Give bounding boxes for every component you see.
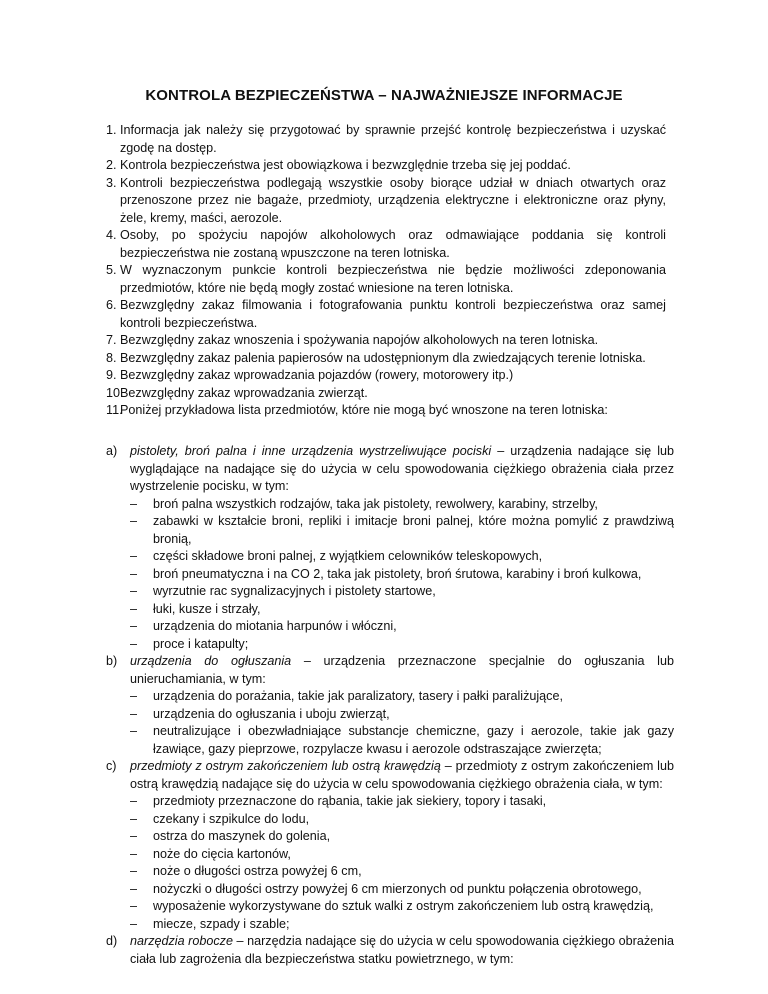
dash-bullet: – bbox=[130, 689, 138, 703]
item-text: Bezwzględny zakaz filmowania i fotografowania punktu kontroli bezpieczeństwa oraz samej kontroli bezpieczeństwa. bbox=[120, 298, 666, 330]
item-text: Bezwzględny zakaz palenia papierosów na udostępnionym dla zwiedzających terenie lotniska. bbox=[120, 350, 646, 365]
sub-item bbox=[130, 811, 674, 829]
numbered-item bbox=[106, 402, 666, 420]
item-number: 1. bbox=[106, 123, 117, 137]
sub-item-text: urządzenia do porażania, takie jak paralizatory, tasery i pałki paraliżujące, bbox=[153, 689, 563, 703]
sub-item-text: urządzenia do ogłuszania i uboju zwierząt, bbox=[153, 706, 390, 721]
numbered-item bbox=[106, 385, 666, 403]
category-description: – narzędzia nadające się do użycia w celu spowodowania ciężkiego obrażenia ciała lub zagrożenia dla bezpieczeństwa statku powietrznego, w tym: bbox=[130, 934, 674, 966]
dash-bullet: – bbox=[130, 636, 138, 651]
item-text: W wyznaczonym punkcie kontroli bezpieczeństwa nie będzie możliwości zdeponowania przedmiotów, które nie będą mogły zostać wniesione na teren lotniska. bbox=[120, 263, 666, 295]
sub-item-text: nożyczki o długości ostrzy powyżej 6 cm mierzonych od punktu połączenia obrotowego, bbox=[153, 881, 642, 896]
category-item bbox=[106, 443, 674, 653]
item-number: 9. bbox=[106, 368, 117, 382]
sub-item-text: broń pneumatyczna i na CO 2, taka jak pistolety, broń śrutowa, karabiny i broń kulkowa, bbox=[153, 566, 642, 581]
numbered-item bbox=[106, 157, 666, 175]
numbered-item bbox=[106, 122, 666, 157]
sub-item-text: zabawki w kształcie broni, repliki i imitacje broni palnej, które można pomylić z prawdziwą bronią, bbox=[153, 514, 674, 546]
category-list bbox=[106, 443, 674, 968]
dash-bullet: – bbox=[130, 514, 138, 528]
sub-item bbox=[130, 618, 674, 636]
numbered-item bbox=[106, 350, 666, 368]
sub-item-text: czekany i szpikulce do lodu, bbox=[153, 811, 310, 826]
numbered-list bbox=[106, 122, 666, 420]
sub-item-text: noże do cięcia kartonów, bbox=[153, 846, 291, 861]
dash-bullet: – bbox=[130, 584, 138, 598]
dash-bullet: – bbox=[130, 566, 138, 581]
item-number: 2. bbox=[106, 158, 117, 172]
sub-item bbox=[130, 723, 674, 758]
item-number: 11. bbox=[106, 403, 123, 417]
numbered-item bbox=[106, 297, 666, 332]
sub-item bbox=[130, 636, 674, 654]
item-text: Osoby, po spożyciu napojów alkoholowych oraz odmawiające poddania się kontroli bezpieczeństwa nie zostaną wpuszczone na teren lotniska. bbox=[120, 228, 666, 260]
category-description: – przedmioty z ostrym zakończeniem lub ostrą krawędzią nadające się do użycia w celu spowodowania ciężkiego obrażenia ciała, w tym: bbox=[130, 759, 674, 791]
item-number: 5. bbox=[106, 263, 117, 277]
sub-item-text: broń palna wszystkich rodzajów, taka jak pistolety, rewolwery, karabiny, strzelby, bbox=[153, 496, 598, 511]
sub-item bbox=[130, 863, 674, 881]
sub-item-text: miecze, szpady i szable; bbox=[153, 916, 290, 931]
category-body bbox=[130, 443, 674, 653]
sub-item bbox=[130, 496, 674, 514]
item-text: Bezwzględny zakaz wprowadzania zwierząt. bbox=[120, 385, 368, 400]
item-number: 4. bbox=[106, 228, 117, 242]
dash-bullet: – bbox=[130, 496, 138, 511]
numbered-item bbox=[106, 262, 666, 297]
item-text: Informacja jak należy się przygotować by sprawnie przejść kontrolę bezpieczeństwa i uzyskać zgodę na dostęp. bbox=[120, 123, 666, 155]
dash-bullet: – bbox=[130, 549, 138, 563]
numbered-item bbox=[106, 175, 666, 228]
item-number: 8. bbox=[106, 350, 117, 365]
category-body bbox=[130, 933, 674, 968]
category-item bbox=[106, 758, 674, 933]
category-heading bbox=[130, 443, 674, 496]
item-number: 6. bbox=[106, 298, 117, 312]
dash-bullet: – bbox=[130, 846, 138, 861]
category-letter: d) bbox=[106, 934, 118, 948]
category-heading bbox=[130, 933, 674, 968]
item-number: 7. bbox=[106, 333, 117, 347]
sub-item-text: przedmioty przeznaczone do rąbania, takie jak siekiery, topory i tasaki, bbox=[153, 794, 547, 808]
numbered-item bbox=[106, 367, 666, 385]
sub-item-text: urządzenia do miotania harpunów i włóczni, bbox=[153, 619, 397, 633]
item-text: Kontrola bezpieczeństwa jest obowiązkowa i bezwzględnie trzeba się jej poddać. bbox=[120, 158, 571, 172]
page-title: KONTROLA BEZPIECZEŃSTWA – NAJWAŻNIEJSZE INFORMACJE bbox=[145, 87, 623, 104]
category-name: urządzenia do ogłuszania bbox=[130, 654, 292, 668]
item-number: 3. bbox=[106, 175, 117, 190]
dash-bullet: – bbox=[130, 899, 138, 913]
numbered-item bbox=[106, 332, 666, 350]
sub-item bbox=[130, 898, 674, 916]
category-letter: a) bbox=[106, 444, 118, 458]
sub-item bbox=[130, 828, 674, 846]
sub-item-text: neutralizujące i obezwładniające substancje chemiczne, gazy i aerozole, takie jak gazy łzawiące, gazy pieprzowe, rozpylacze kwasu i aerozole odstraszające zwierzęta; bbox=[153, 724, 674, 756]
dash-bullet: – bbox=[130, 794, 138, 808]
category-item bbox=[106, 653, 674, 758]
sub-item-text: ostrza do maszynek do golenia, bbox=[153, 829, 331, 843]
category-name: pistolety, broń palna i inne urządzenia wystrzeliwujące pociski bbox=[130, 444, 492, 458]
sub-item bbox=[130, 793, 674, 811]
sub-item bbox=[130, 846, 674, 864]
dash-bullet: – bbox=[130, 619, 138, 633]
sub-item bbox=[130, 548, 674, 566]
item-text: Bezwzględny zakaz wnoszenia i spożywania napojów alkoholowych na teren lotniska. bbox=[120, 333, 599, 347]
category-name: przedmioty z ostrym zakończeniem lub ostrą krawędzią bbox=[130, 759, 441, 773]
dash-bullet: – bbox=[130, 601, 138, 616]
sub-item-text: noże o długości ostrza powyżej 6 cm, bbox=[153, 864, 362, 878]
category-item bbox=[106, 933, 674, 968]
item-text: Bezwzględny zakaz wprowadzania pojazdów (rowery, motorowery itp.) bbox=[120, 368, 514, 382]
numbered-item bbox=[106, 227, 666, 262]
category-heading bbox=[130, 758, 674, 793]
category-body bbox=[130, 758, 674, 933]
sub-item-text: proce i katapulty; bbox=[153, 636, 249, 651]
category-name: narzędzia robocze bbox=[130, 934, 233, 948]
sub-item-text: wyposażenie wykorzystywane do sztuk walki z ostrym zakończeniem lub ostrą krawędzią, bbox=[153, 899, 654, 913]
dash-bullet: – bbox=[130, 916, 138, 931]
sub-item bbox=[130, 601, 674, 619]
sub-item-text: wyrzutnie rac sygnalizacyjnych i pistolety startowe, bbox=[153, 584, 436, 598]
sub-item bbox=[130, 583, 674, 601]
sub-item-text: części składowe broni palnej, z wyjątkiem celowników teleskopowych, bbox=[153, 549, 543, 563]
dash-bullet: – bbox=[130, 829, 138, 843]
sub-item-text: łuki, kusze i strzały, bbox=[153, 601, 261, 616]
sub-item bbox=[130, 916, 674, 934]
category-description: – urządzenia przeznaczone specjalnie do ogłuszania lub unieruchamiania, w tym: bbox=[130, 654, 674, 686]
category-body bbox=[130, 653, 674, 758]
sub-item bbox=[130, 688, 674, 706]
category-heading bbox=[130, 653, 674, 688]
sub-item bbox=[130, 706, 674, 724]
dash-bullet: – bbox=[130, 724, 138, 738]
sub-item bbox=[130, 566, 674, 584]
sub-item bbox=[130, 881, 674, 899]
dash-bullet: – bbox=[130, 706, 138, 721]
dash-bullet: – bbox=[130, 881, 138, 896]
item-number: 10. bbox=[106, 385, 124, 400]
category-description: – urządzenia nadające się lub wyglądające na nadające się do użycia w celu spowodowania ciężkiego obrażenia ciała przez wystrzelenie pocisku, w tym: bbox=[130, 444, 674, 493]
dash-bullet: – bbox=[130, 864, 138, 878]
item-text: Poniżej przykładowa lista przedmiotów, które nie mogą być wnoszone na teren lotniska: bbox=[120, 403, 608, 417]
category-letter: b) bbox=[106, 654, 118, 668]
item-text: Kontroli bezpieczeństwa podlegają wszystkie osoby biorące udział w dniach otwartych oraz przenoszone przez nie bagaże, przedmioty, urządzenia elektryczne i elektroniczne oraz płyny, żele, kremy, maści, aerozole. bbox=[120, 175, 666, 225]
dash-bullet: – bbox=[130, 811, 138, 826]
category-letter: c) bbox=[106, 759, 117, 773]
sub-item bbox=[130, 513, 674, 548]
